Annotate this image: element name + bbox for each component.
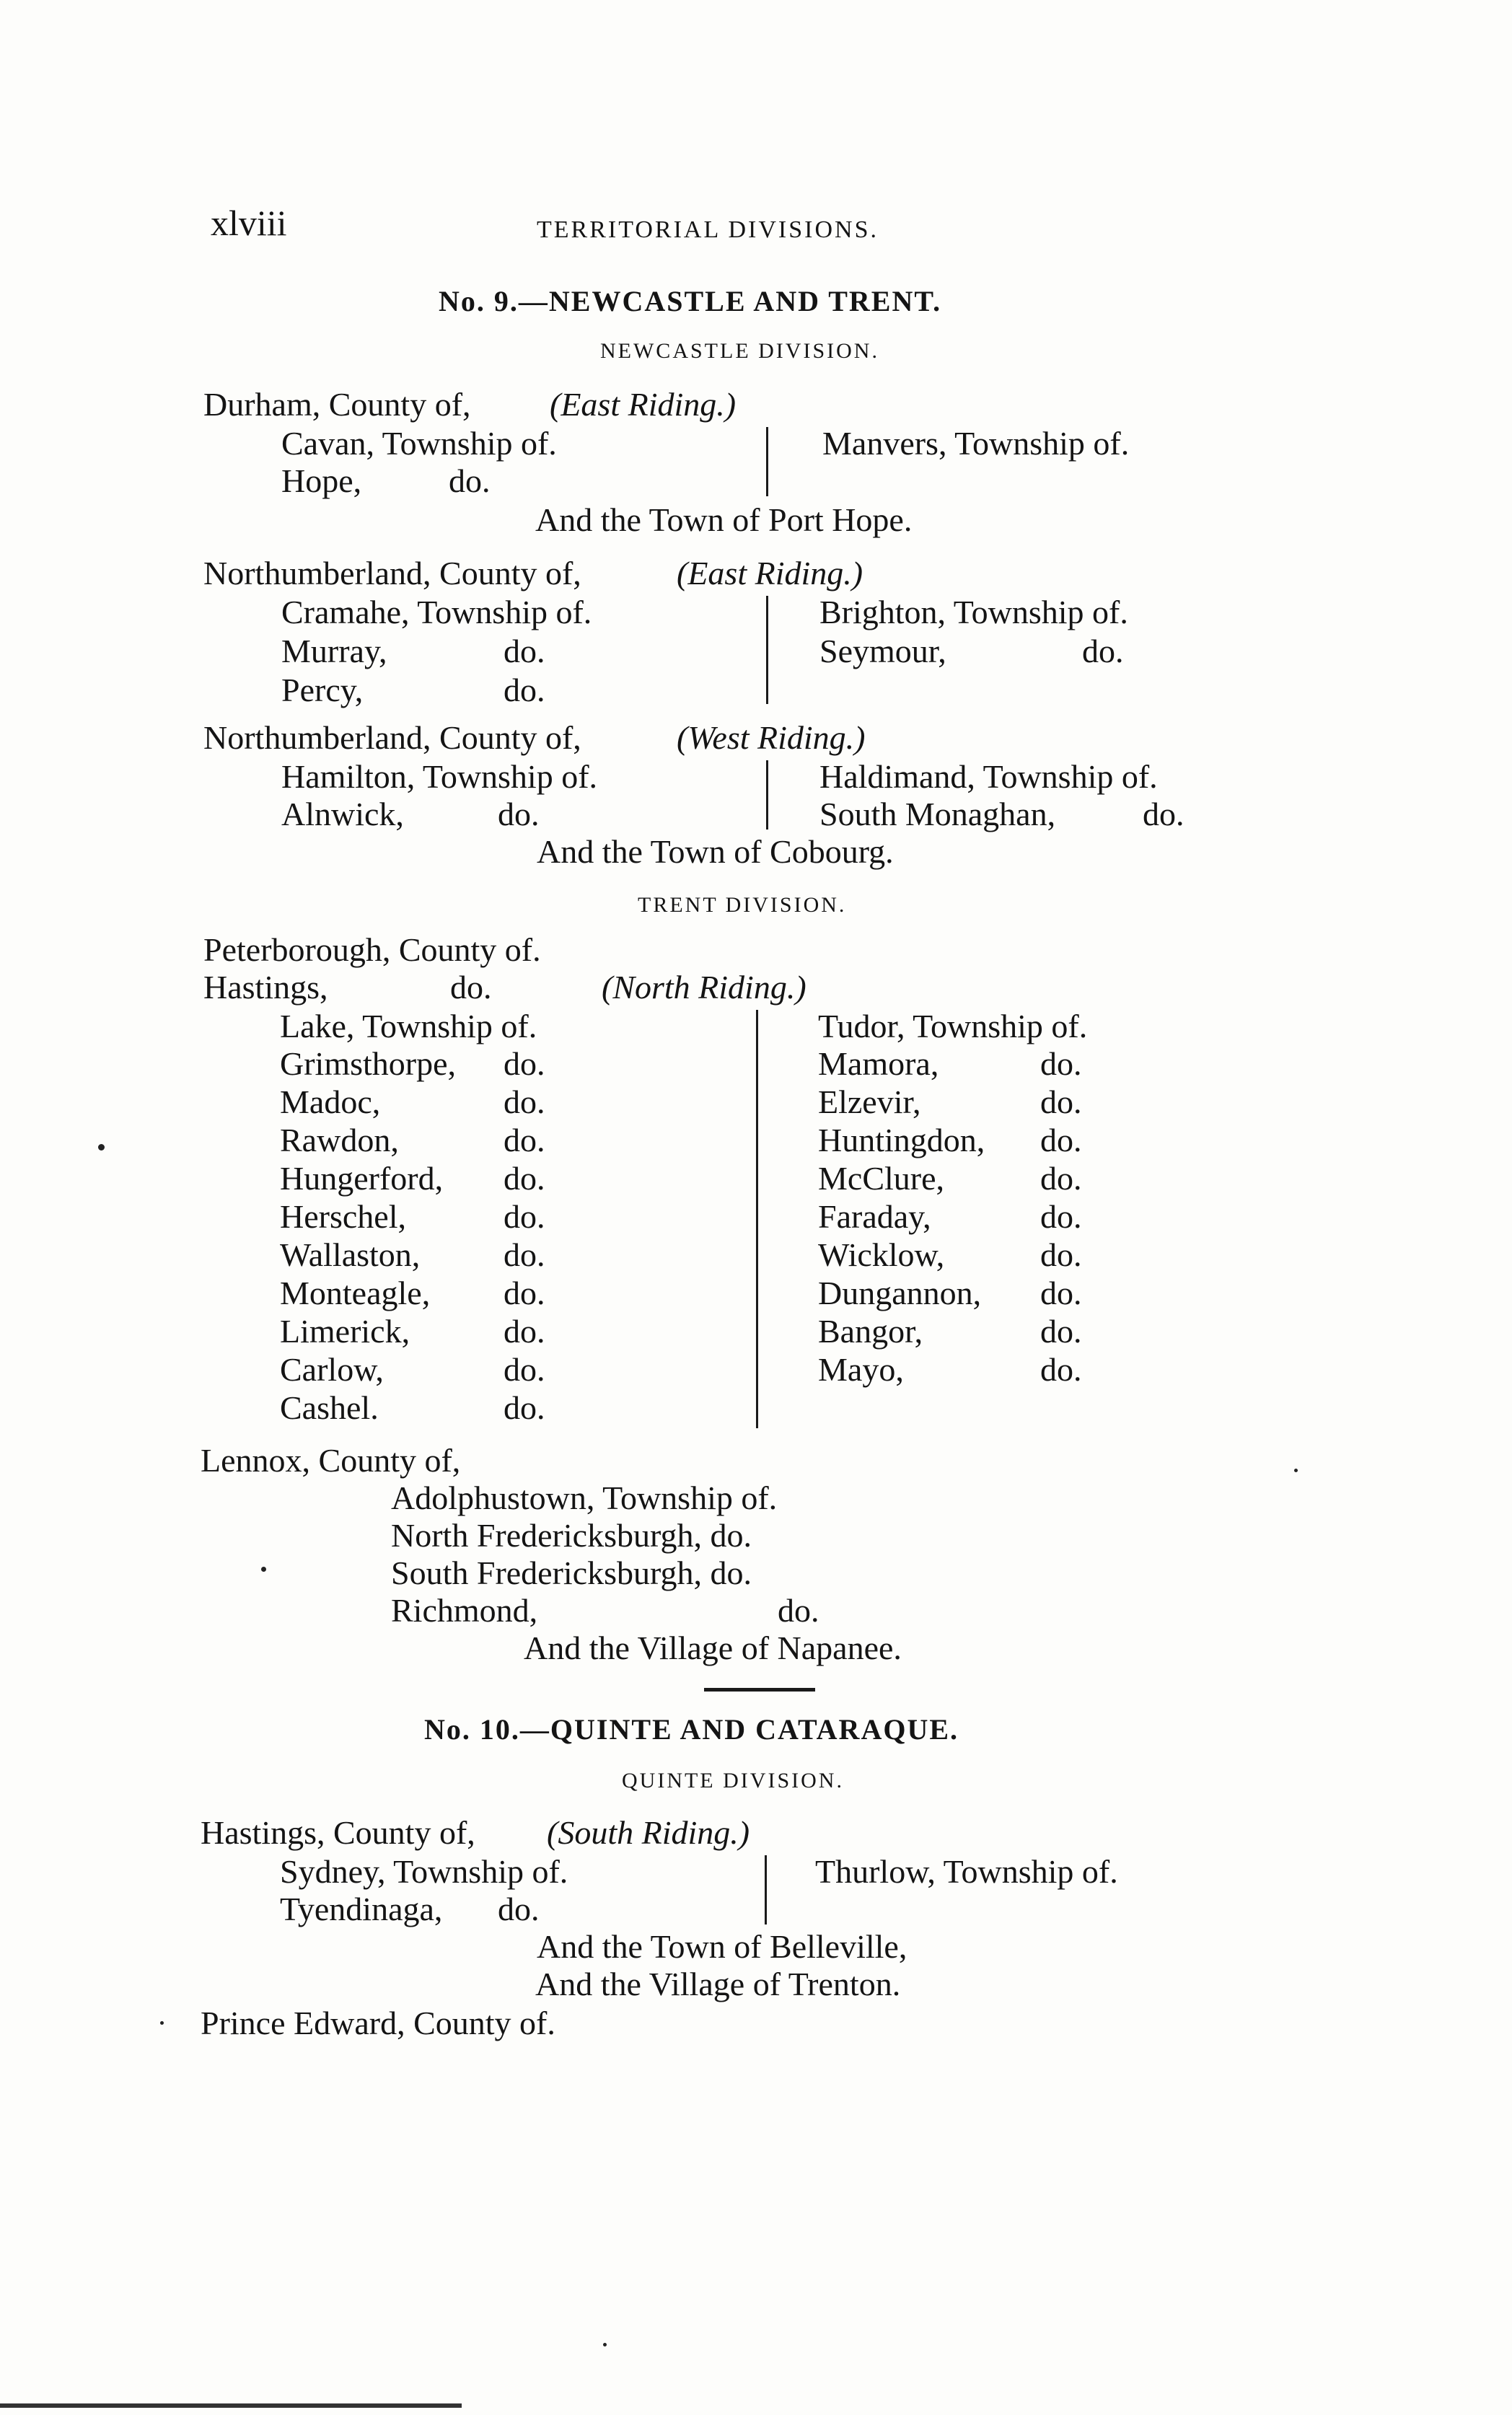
ditto-mark: do.: [504, 1236, 545, 1273]
township-entry: Dungannon,: [818, 1275, 982, 1311]
township-entry: Cramahe, Township of.: [281, 594, 592, 630]
ditto-mark: do.: [1082, 633, 1124, 669]
township-entry: Adolphustown, Township of.: [391, 1479, 778, 1516]
township-entry: South Fredericksburgh, do.: [391, 1554, 752, 1591]
township-entry: Elzevir,: [818, 1083, 921, 1120]
township-entry: Cashel.: [280, 1389, 379, 1426]
township-entry: Mamora,: [818, 1045, 939, 1082]
town-note: And the Town of Belleville,: [537, 1928, 907, 1965]
ditto-mark: do.: [1040, 1045, 1082, 1082]
township-entry: Faraday,: [818, 1198, 931, 1235]
township-entry: Herschel,: [280, 1198, 406, 1235]
ditto-mark: do.: [1040, 1236, 1082, 1273]
scan-speck: [160, 2021, 164, 2025]
ditto-mark: do.: [1040, 1198, 1082, 1235]
ditto-mark: do.: [504, 1313, 545, 1350]
division-title: QUINTE DIVISION.: [622, 1769, 844, 1792]
ditto-mark: do.: [450, 969, 492, 1006]
township-entry: Richmond,: [391, 1592, 538, 1629]
township-entry: Alnwick,: [281, 796, 404, 832]
ditto-mark: do.: [1040, 1122, 1082, 1158]
county-name: Lennox, County of,: [201, 1442, 461, 1479]
township-entry: Huntingdon,: [818, 1122, 985, 1158]
township-entry: Mayo,: [818, 1351, 904, 1388]
division-title: TRENT DIVISION.: [638, 893, 847, 917]
county-name: Hastings,: [203, 969, 328, 1006]
ditto-mark: do.: [504, 1083, 545, 1120]
township-entry: Hungerford,: [280, 1160, 444, 1197]
running-title: TERRITORIAL DIVISIONS.: [537, 216, 879, 243]
column-divider: [766, 760, 768, 830]
riding-label: (North Riding.): [602, 969, 806, 1006]
riding-label: (South Riding.): [547, 1814, 750, 1851]
ditto-mark: do.: [778, 1592, 819, 1629]
scan-speck: [1294, 1469, 1298, 1472]
county-name: Peterborough, County of.: [203, 931, 541, 968]
township-entry: Hamilton, Township of.: [281, 758, 598, 795]
township-entry: Tyendinaga,: [280, 1891, 443, 1927]
township-entry: Rawdon,: [280, 1122, 399, 1158]
county-name: Prince Edward, County of.: [201, 2005, 555, 2041]
township-entry: Sydney, Township of.: [280, 1853, 568, 1890]
riding-label: (West Riding.): [677, 719, 866, 756]
ditto-mark: do.: [504, 1389, 545, 1426]
column-divider: [765, 1855, 767, 1924]
county-name: Hastings, County of,: [201, 1814, 475, 1851]
scan-speck: [261, 1567, 266, 1572]
ditto-mark: do.: [1040, 1275, 1082, 1311]
township-entry: Thurlow, Township of.: [815, 1853, 1118, 1890]
riding-label: (East Riding.): [550, 386, 737, 423]
ditto-mark: do.: [498, 796, 540, 832]
township-entry: Percy,: [281, 672, 364, 708]
ditto-mark: do.: [1040, 1313, 1082, 1350]
township-entry: Lake, Township of.: [280, 1008, 537, 1044]
scan-speck: [98, 1144, 105, 1151]
township-entry: Murray,: [281, 633, 387, 669]
column-divider: [756, 1010, 758, 1428]
division-title: NEWCASTLE DIVISION.: [600, 339, 879, 363]
ditto-mark: do.: [1040, 1083, 1082, 1120]
ditto-mark: do.: [504, 1198, 545, 1235]
column-divider: [766, 596, 768, 704]
ditto-mark: do.: [504, 1045, 545, 1082]
ditto-mark: do.: [504, 1122, 545, 1158]
county-name: Northumberland, County of,: [203, 555, 581, 591]
ditto-mark: do.: [504, 672, 545, 708]
county-name: Durham, County of,: [203, 386, 471, 423]
township-entry: Hope,: [281, 462, 362, 499]
township-entry: Cavan, Township of.: [281, 425, 557, 462]
township-entry: Brighton, Township of.: [819, 594, 1128, 630]
county-name: Northumberland, County of,: [203, 719, 581, 756]
riding-label: (East Riding.): [677, 555, 863, 591]
township-entry: McClure,: [818, 1160, 945, 1197]
scan-speck: [603, 2343, 607, 2346]
section-heading: No. 10.—QUINTE AND CATARAQUE.: [424, 1713, 959, 1746]
ditto-mark: do.: [498, 1891, 540, 1927]
town-note: And the Village of Trenton.: [535, 1966, 901, 2002]
township-entry: Carlow,: [280, 1351, 384, 1388]
column-divider: [766, 427, 768, 496]
town-note: And the Village of Napanee.: [524, 1629, 902, 1666]
ditto-mark: do.: [1040, 1351, 1082, 1388]
ditto-mark: do.: [504, 1351, 545, 1388]
township-entry: Tudor, Township of.: [818, 1008, 1088, 1044]
township-entry: Monteagle,: [280, 1275, 431, 1311]
section-rule: [704, 1688, 815, 1692]
page-number: xlviii: [211, 203, 287, 243]
ditto-mark: do.: [504, 633, 545, 669]
township-entry: Madoc,: [280, 1083, 381, 1120]
township-entry: Limerick,: [280, 1313, 410, 1350]
ditto-mark: do.: [504, 1160, 545, 1197]
ditto-mark: do.: [1040, 1160, 1082, 1197]
town-note: And the Town of Cobourg.: [537, 833, 894, 870]
section-heading: No. 9.—NEWCASTLE AND TRENT.: [439, 285, 942, 317]
township-entry: Bangor,: [818, 1313, 923, 1350]
town-note: And the Town of Port Hope.: [535, 501, 913, 538]
township-entry: Grimsthorpe,: [280, 1045, 457, 1082]
township-entry: Wallaston,: [280, 1236, 421, 1273]
ditto-mark: do.: [504, 1275, 545, 1311]
scan-edge: [0, 2403, 462, 2408]
township-entry: Wicklow,: [818, 1236, 945, 1273]
township-entry: Haldimand, Township of.: [819, 758, 1158, 795]
township-entry: South Monaghan,: [819, 796, 1056, 832]
township-entry: North Fredericksburgh, do.: [391, 1517, 752, 1554]
ditto-mark: do.: [449, 462, 491, 499]
township-entry: Seymour,: [819, 633, 946, 669]
ditto-mark: do.: [1143, 796, 1184, 832]
township-entry: Manvers, Township of.: [822, 425, 1130, 462]
